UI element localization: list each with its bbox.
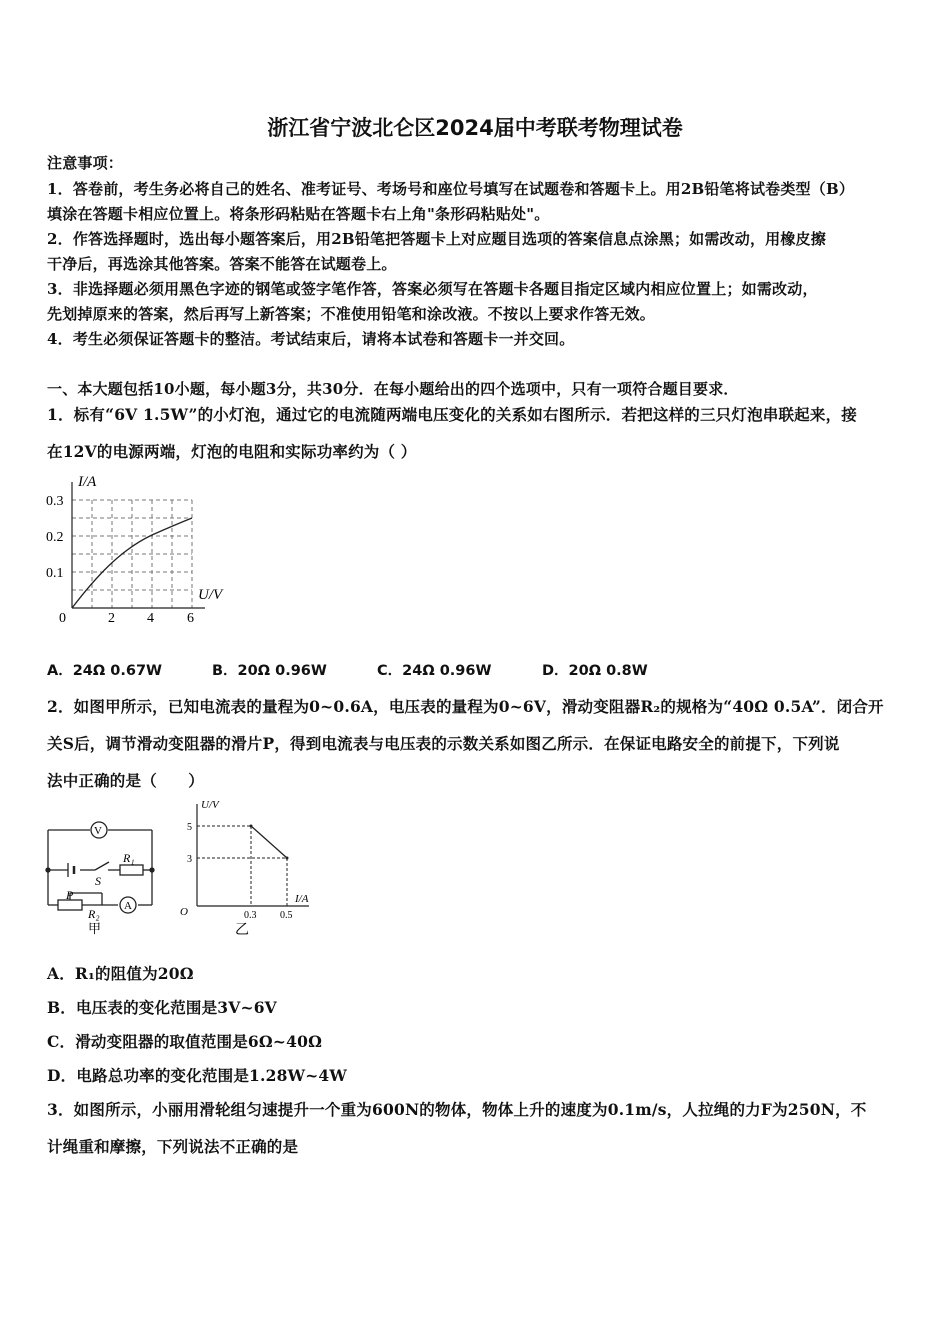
y-tick-label: 0.1 bbox=[46, 566, 64, 581]
q1-option-b[interactable]: B．20Ω 0.96W bbox=[212, 663, 327, 679]
notice-line: 干净后，再选涂其他答案。答案不能答在试题卷上。 bbox=[47, 255, 397, 273]
chart-caption: 乙 bbox=[235, 923, 249, 936]
data-point bbox=[250, 825, 253, 828]
y-tick-label: 3 bbox=[187, 854, 192, 865]
notice-line: 2．作答选择题时，选出每小题答案后，用2B铅笔把答题卡上对应题目选项的答案信息点涂黑；如需改动，用橡皮擦 bbox=[47, 230, 826, 248]
notice-line: 4．考生必须保证答题卡的整洁。考试结束后，请将本试卷和答题卡一并交回。 bbox=[47, 330, 575, 348]
x-tick-label: 4 bbox=[147, 611, 154, 626]
circuit-wires bbox=[48, 830, 152, 905]
x-axis-label: U/V bbox=[198, 587, 223, 603]
notice-heading: 注意事项： bbox=[47, 154, 124, 172]
notice-line: 3．非选择题必须用黑色字迹的钢笔或签字笔作答，答案必须写在答题卡各题目指定区域内相应位置上；如需改动， bbox=[47, 280, 818, 298]
y-axis-label: I/A bbox=[78, 474, 97, 490]
q1-option-a[interactable]: A．24Ω 0.67W bbox=[47, 663, 163, 679]
r2-label: R₂ bbox=[88, 907, 100, 921]
q2-stem: 法中正确的是（ ） bbox=[47, 771, 205, 790]
resistor-r1 bbox=[120, 865, 143, 875]
data-point bbox=[286, 857, 289, 860]
notice-line: 1．答卷前，考生务必将自己的姓名、准考证号、考场号和座位号填写在试题卷和答题卡上。用2B铅笔将试卷类型（B） bbox=[47, 180, 855, 198]
x-tick-label: 2 bbox=[108, 611, 115, 626]
figure-caption: 甲 bbox=[88, 921, 102, 936]
q2-option-a[interactable]: A．R₁的阻值为20Ω bbox=[47, 964, 194, 983]
r1-label: R₁ bbox=[123, 851, 135, 865]
y-tick-label: 0.2 bbox=[46, 530, 64, 545]
q3-stem: 3．如图所示，小丽用滑轮组匀速提升一个重为600N的物体，物体上升的速度为0.1m/s，人拉绳的力F为250N，不 bbox=[47, 1100, 867, 1119]
circuit-node bbox=[46, 868, 50, 872]
section-heading: 一、本大题包括10小题，每小题3分，共30分．在每小题给出的四个选项中，只有一项符合题目要求． bbox=[47, 380, 739, 398]
voltmeter-label: V bbox=[94, 825, 102, 837]
ammeter-label: A bbox=[124, 900, 132, 912]
x-tick-label: 6 bbox=[187, 611, 194, 626]
series-line bbox=[251, 826, 287, 858]
x-axis-label: I/A bbox=[295, 893, 309, 905]
q2-stem: 2．如图甲所示，已知电流表的量程为0~0.6A，电压表的量程为0~6V，滑动变阻器R₂的规格为“40Ω 0.5A”．闭合开 bbox=[47, 697, 884, 716]
q1-option-d[interactable]: D．20Ω 0.8W bbox=[542, 663, 648, 679]
switch-label: S bbox=[95, 874, 101, 888]
y-tick-label: 0.3 bbox=[46, 494, 64, 509]
q2-option-c[interactable]: C．滑动变阻器的取值范围是6Ω~40Ω bbox=[47, 1032, 323, 1051]
x-tick-label: 0 bbox=[59, 611, 66, 626]
q2-option-d[interactable]: D．电路总功率的变化范围是1.28W~4W bbox=[47, 1066, 347, 1085]
x-tick-label: 0.3 bbox=[244, 910, 257, 921]
q3-stem: 计绳重和摩擦，下列说法不正确的是 bbox=[47, 1137, 299, 1156]
q2-circuit-diagram bbox=[40, 815, 165, 940]
y-tick-label: 5 bbox=[187, 822, 192, 833]
page-title: 浙江省宁波北仑区2024届中考联考物理试卷 bbox=[267, 116, 683, 140]
q1-stem: 在12V的电源两端，灯泡的电阻和实际功率约为（ ） bbox=[47, 442, 417, 461]
y-axis-label: U/V bbox=[201, 799, 219, 811]
q1-iu-graph bbox=[40, 468, 240, 628]
circuit-node bbox=[150, 868, 154, 872]
q2-stem: 关S后，调节滑动变阻器的滑片P，得到电流表与电压表的示数关系如图乙所示．在保证电路安全的前提下，下列说 bbox=[47, 734, 840, 753]
x-tick-label: 0.5 bbox=[280, 910, 293, 921]
q2-option-b[interactable]: B．电压表的变化范围是3V~6V bbox=[47, 998, 277, 1017]
q1-stem: 1．标有“6V 1.5W”的小灯泡，通过它的电流随两端电压变化的关系如右图所示．若把这样的三只灯泡串联起来，接 bbox=[47, 405, 857, 424]
q1-option-c[interactable]: C．24Ω 0.96W bbox=[377, 663, 492, 679]
graph-grid bbox=[72, 500, 192, 608]
notice-line: 填涂在答题卡相应位置上。将条形码粘贴在答题卡右上角"条形码粘贴处"。 bbox=[47, 205, 550, 223]
q2-ui-chart bbox=[175, 796, 310, 936]
notice-line: 先划掉原来的答案，然后再写上新答案；不准使用铅笔和涂改液。不按以上要求作答无效。 bbox=[47, 305, 656, 323]
origin-label: O bbox=[180, 906, 188, 918]
slider-label: P bbox=[66, 888, 74, 902]
